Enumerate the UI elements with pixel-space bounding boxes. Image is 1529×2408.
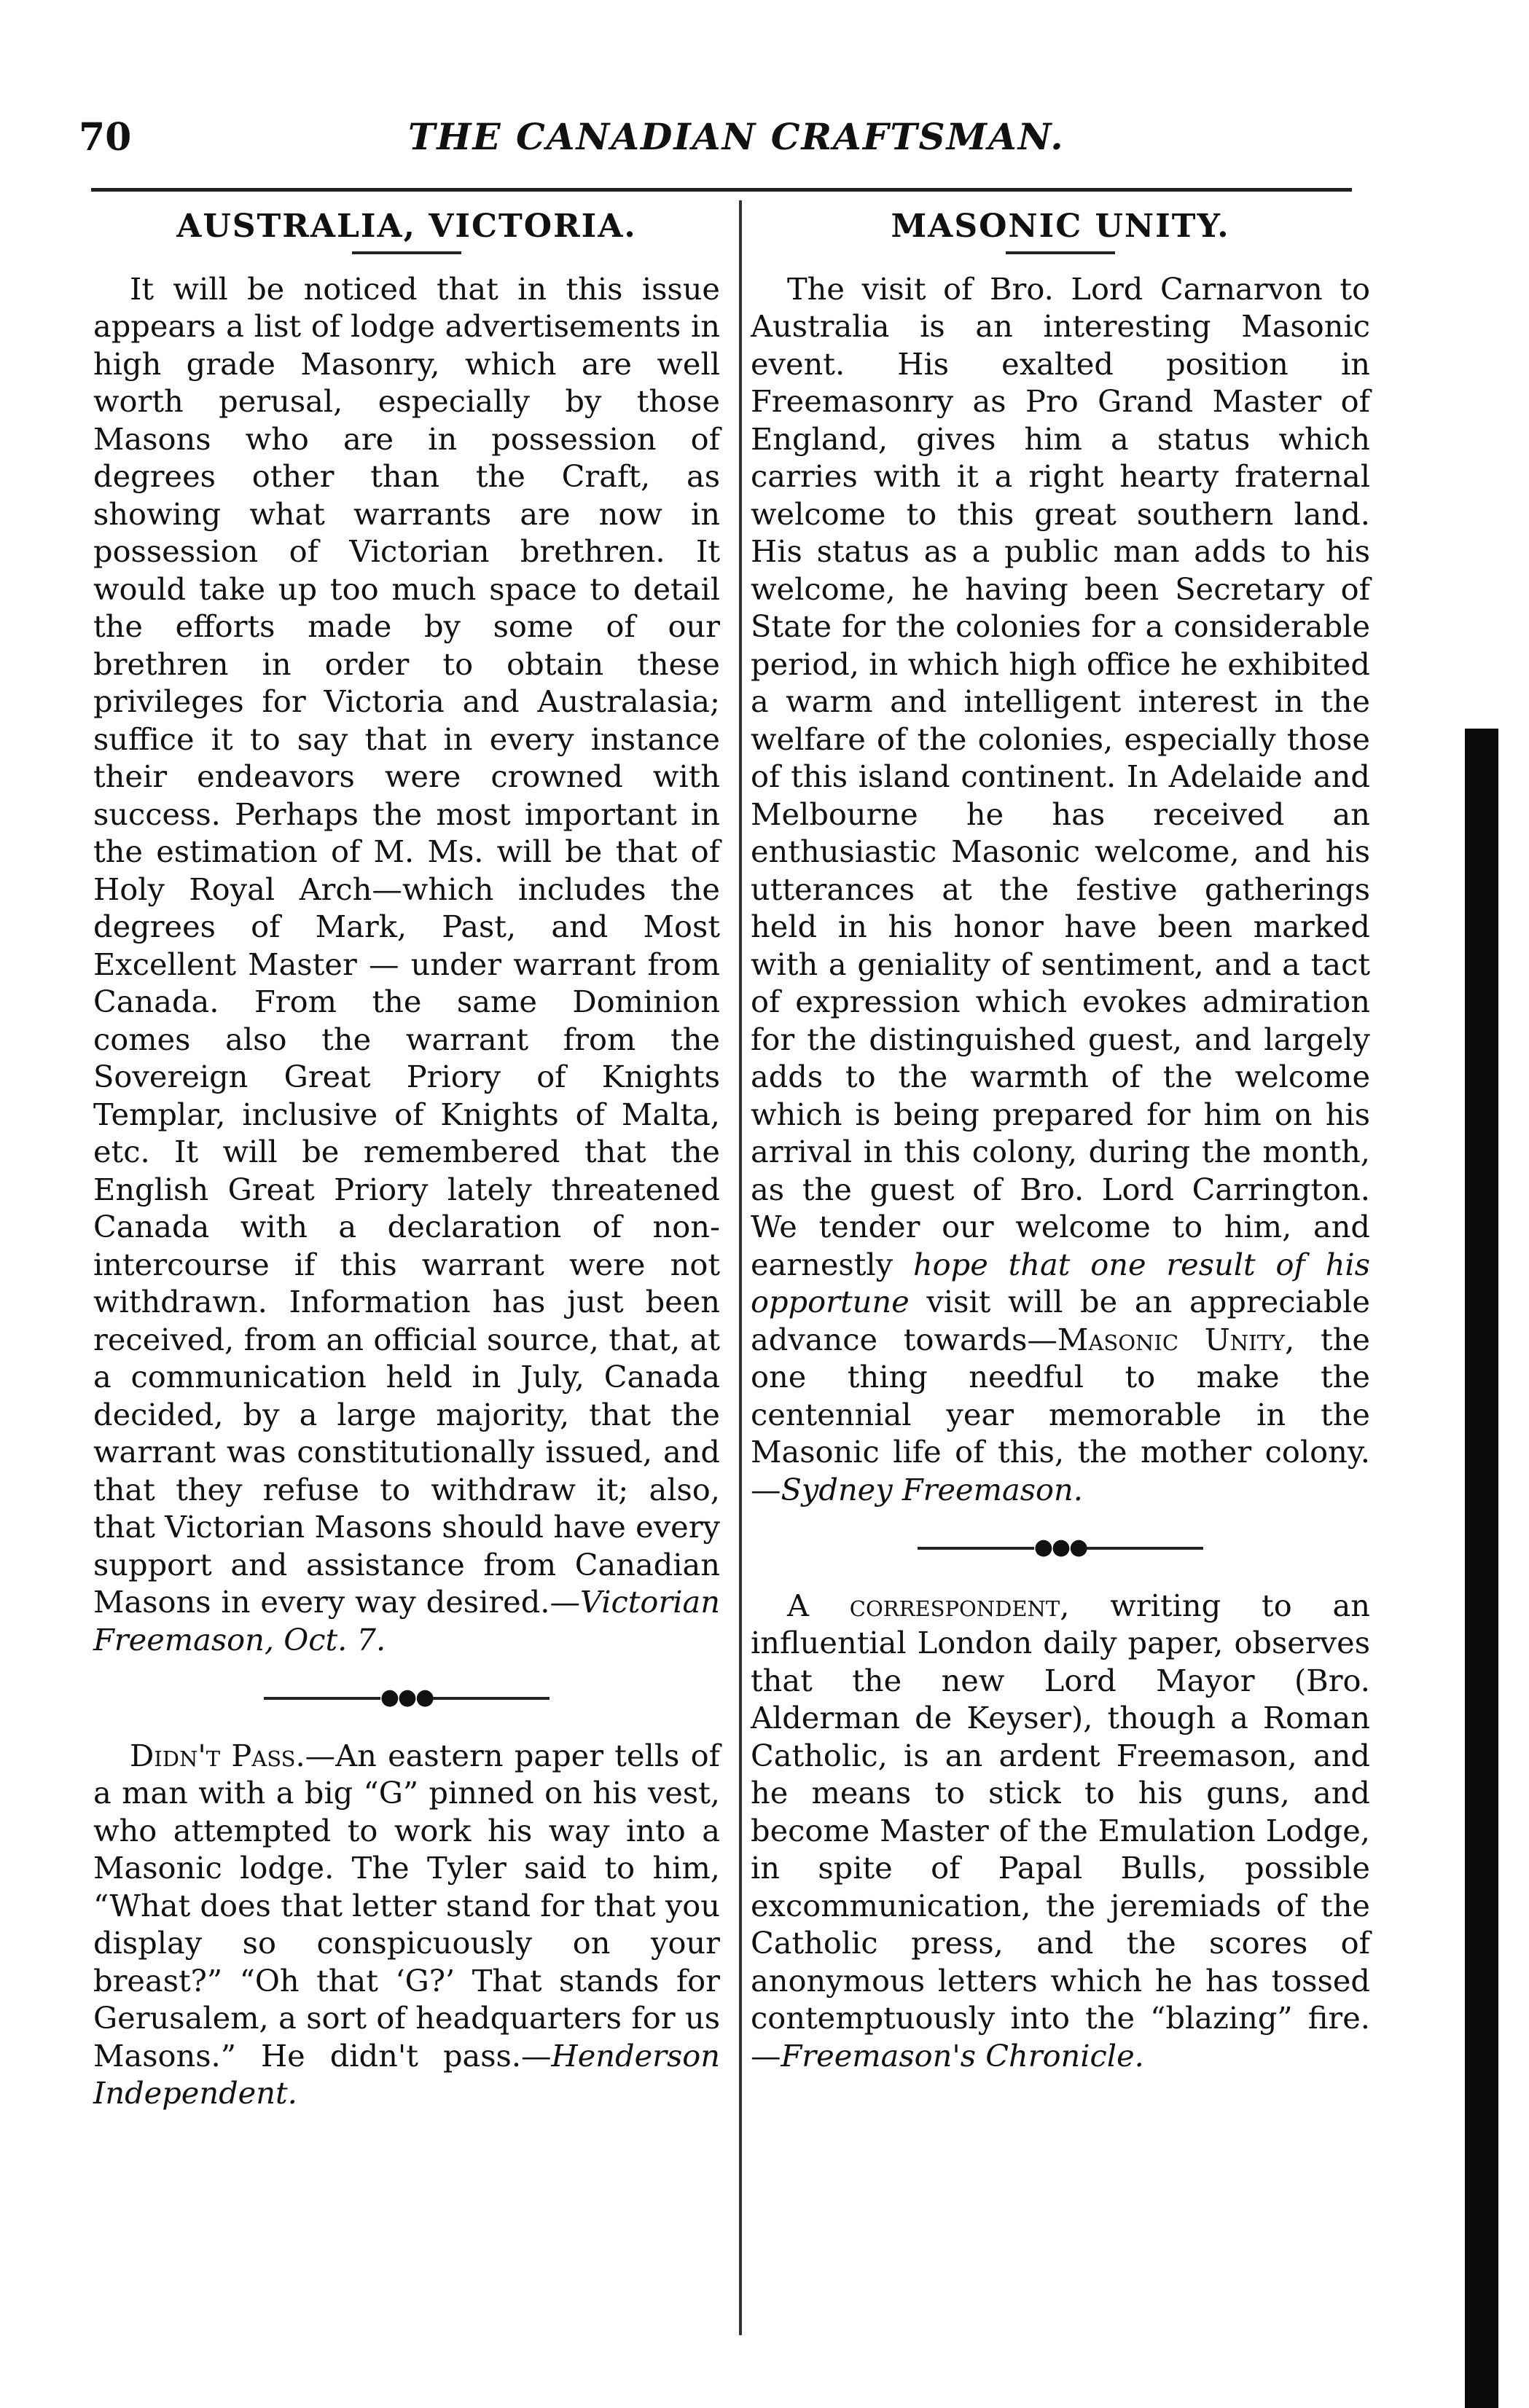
article-title-masonic-unity: MASONIC UNITY.	[891, 208, 1230, 245]
article-body-correspondent	[751, 1587, 1370, 2075]
article-text: , the one thing needful to make the centennial year memorable in the Masonic life of this, the mother colony.—	[751, 1321, 1370, 1507]
article-smallcaps: Masonic Unity	[1057, 1321, 1286, 1357]
page-number: 70	[79, 115, 132, 160]
section-ornament: ●●●	[751, 1529, 1370, 1566]
article-source: Henderson Independent.	[93, 2037, 720, 2111]
header-rule	[91, 188, 1352, 192]
title-underline	[352, 251, 461, 254]
running-title: THE CANADIAN CRAFTSMAN.	[408, 115, 1065, 158]
article-body-didnt-pass	[93, 1737, 720, 2112]
article-text: —An eastern paper tells of a man with a big “G” pinned on his vest, who attempted to work his way into a Masonic lodge. The Tyler said to him, “What does that letter stand for that you display so conspicuously on your breast?” “Oh that ‘G?’ That stands for Gerusalem, a sort of headquarters for us Masons.” He didn't pass.—	[93, 1737, 720, 2074]
column-divider	[739, 200, 742, 2335]
article-text: visit will be an appreciable advance towards—	[751, 1284, 1370, 1357]
title-underline	[1006, 251, 1115, 254]
article-source: Freemason's Chronicle.	[781, 2037, 1144, 2074]
article-lead: A correspondent	[787, 1587, 1060, 1623]
right-column	[751, 208, 1370, 2074]
article-source: Sydney Freemason.	[781, 1471, 1083, 1507]
article-text: It will be noticed that in this issue appears a list of lodge advertisements in high grade Masonry, which are well worth perusal, especially by those Masons who are in possession of degrees other than the Craft, as showing what warrants are now in possession of Victorian brethren. It would take up too much space to detail the efforts made by some of our brethren in order to obtain these privileges for Victoria and Australasia; suffice it to say that in every instance their endeavors were crowned with success. Perhaps the most important in the estimation of M. Ms. will be that of Holy Royal Arch—which includes the degrees of Mark, Past, and Most Excellent Master — under warrant from Canada. From the same Dominion comes also the warrant from the Sovereign Great Priory of Knights Templar, inclusive of Knights of Malta, etc. It will be remembered that the English Great Priory lately threatened Canada with a declaration of non-intercourse if this warrant were not withdrawn. Information has just been received, from an official source, that, at a communication held in July, Canada decided, by a large majority, that the warrant was constitutionally issued, and that they refuse to withdraw it; also, that Victorian Masons should have every support and assistance from Canadian Masons in every way desired.—	[93, 270, 720, 1620]
article-title-australia-victoria: AUSTRALIA, VICTORIA.	[176, 208, 637, 245]
scan-edge-bar	[1465, 729, 1498, 2408]
left-column	[93, 208, 720, 2112]
article-body-australia-victoria	[93, 270, 720, 1659]
article-source: Victorian Freemason, Oct. 7.	[93, 1584, 720, 1658]
article-text: The visit of Bro. Lord Carnarvon to Australia is an interesting Masonic event. His exalted position in Freemasonry as Pro Grand Master of England, gives him a status which carries with it a right hearty fraternal welcome to this great southern land. His status as a public man adds to his welcome, he having been Secretary of State for the colonies for a considerable period, in which high office he exhibited a warm and intelligent interest in the welfare of the colonies, especially those of this island continent. In Adelaide and Melbourne he has received an enthusiastic Masonic welcome, and his utterances at the festive gatherings held in his honor have been marked with a geniality of sentiment, and a tact of expression which evokes admiration for the distinguished guest, and largely adds to the warmth of the welcome which is being prepared for him on his arrival in this colony, during the month, as the guest of Bro. Lord Carrington. We tender our welcome to him, and earnestly	[751, 270, 1370, 1282]
article-text: , writing to an influential London daily paper, observes that the new Lord Mayor (Bro. Alderman de Keyser), though a Roman Catholic, is an ardent Freemason, and he means to stick to his guns, and become Master of the Emulation Lodge, in spite of Papal Bulls, possible excommunication, the jeremiads of the Catholic press, and the scores of anonymous letters which he has tossed contemptuously into the “blazing” fire.—	[751, 1587, 1370, 2074]
section-ornament: ●●●	[93, 1679, 720, 1717]
article-lead: Didn't Pass.	[130, 1737, 305, 1773]
article-body-masonic-unity	[751, 270, 1370, 1509]
article-text-italic: hope that one result of his opportune	[751, 1246, 1370, 1319]
